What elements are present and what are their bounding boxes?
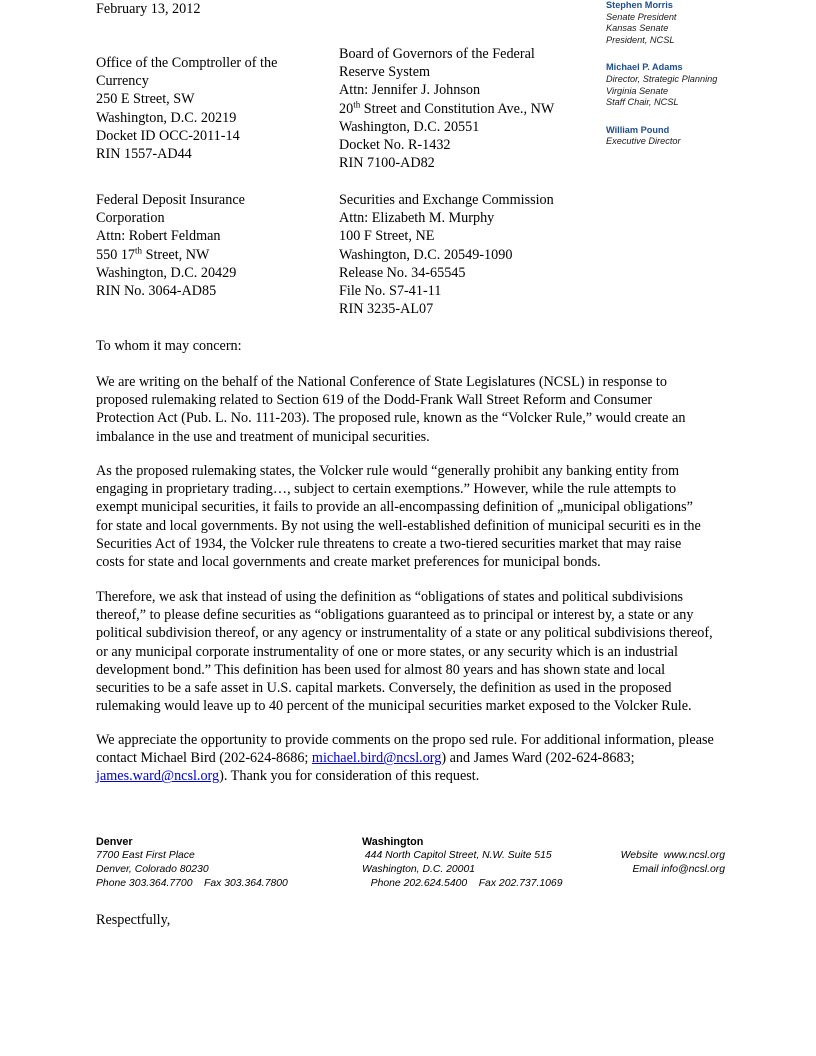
leader-title: Executive Director <box>606 136 681 147</box>
address-line: Washington, D.C. 20549-1090 <box>339 246 513 263</box>
office-line: Phone 202.624.5400 Fax 202.737.1069 <box>362 878 563 889</box>
leader-william-pound <box>606 125 816 148</box>
leadership-list <box>606 0 816 164</box>
ordinal-suffix: th <box>353 98 361 109</box>
leader-title: President, NCSL <box>606 34 675 45</box>
address-line: File No. S7-41-11 <box>339 283 442 300</box>
address-line: RIN 3235-AL07 <box>339 301 434 318</box>
email-text: Email info@ncsl.org <box>632 864 725 875</box>
paragraph-line <box>96 767 728 785</box>
address-line: Docket ID OCC-2011-14 <box>96 127 240 144</box>
address-line: 250 E Street, SW <box>96 91 195 108</box>
paragraph-line: development bond.” This definition has been used for almost 80 years and has shown state and local <box>96 661 666 678</box>
address-sec <box>339 191 554 318</box>
contact-text: ) and James Ward (202-624-8683; <box>441 750 635 767</box>
letter-date: February 13, 2012 <box>96 1 201 17</box>
street-number: 20 <box>339 100 354 117</box>
address-line: Washington, D.C. 20429 <box>96 264 237 281</box>
paragraph-3 <box>96 588 728 715</box>
paragraph-line: exempt municipal securities, it fails to provide an all-encompassing definition of „municipal obligations” <box>96 499 693 516</box>
street-name: Street, NW <box>142 246 210 263</box>
address-line: Board of Governors of the Federal <box>339 46 535 62</box>
paragraph-line: engaging in proprietary trading…, subject to certain exemptions.” However, while the rule attempts to <box>96 481 677 498</box>
paragraph-line: thereof,” to please define securities as “obligations guaranteed as to principal or interest by, a state or any <box>96 607 694 624</box>
address-line: Attn: Elizabeth M. Murphy <box>339 210 495 227</box>
email-link-james-ward[interactable]: james.ward@ncsl.org <box>96 768 220 785</box>
leader-title: Kansas Senate <box>606 23 669 34</box>
leader-stephen-morris <box>606 0 816 46</box>
address-line <box>339 100 554 118</box>
ordinal-suffix: th <box>135 244 143 255</box>
paragraph-line: Therefore, we ask that instead of using the definition as “obligations of states and political subdivisions <box>96 589 684 605</box>
leader-title: Director, Strategic Planning <box>606 73 718 84</box>
street-name: Street and Constitution Ave., NW <box>360 100 555 117</box>
paragraph-line: for state and local governments. By not using the well-established definition of municipal securiti es in the <box>96 517 701 534</box>
closing: Respectfully, <box>96 912 171 928</box>
address-line: Reserve System <box>339 64 431 81</box>
paragraph-line: securities to be a safe asset in U.S. capital markets. Conversely, the definition as used in the proposed <box>96 680 672 697</box>
leader-name: William Pound <box>606 124 670 135</box>
address-line: Currency <box>96 73 149 90</box>
address-line: Washington, D.C. 20219 <box>96 109 237 126</box>
paragraph-line: As the proposed rulemaking states, the Volcker rule would “generally prohibit any banking entity from <box>96 463 679 479</box>
street-number: 550 17 <box>96 246 136 263</box>
footer-web-contact <box>621 849 725 877</box>
office-line: 7700 East First Place <box>96 850 195 861</box>
address-occ <box>96 54 277 163</box>
paragraph-2 <box>96 462 728 571</box>
paragraph-line: Securities Act of 1934, the Volcker rule threatens to create a two-tiered securities market that may raise <box>96 535 682 552</box>
footer-washington-office <box>362 835 562 891</box>
leader-title: Senate President <box>606 11 677 22</box>
salutation: To whom it may concern: <box>96 338 242 354</box>
address-line: Release No. 34-65545 <box>339 264 466 281</box>
paragraph-line: imbalance in the use and treatment of municipal securities. <box>96 428 430 445</box>
paragraph-line: We are writing on the behalf of the National Conference of State Legislatures (NCSL) in response to <box>96 374 667 390</box>
address-fdic <box>96 191 245 300</box>
leader-title: Virginia Senate <box>606 85 669 96</box>
office-line: 444 North Capitol Street, N.W. Suite 515 <box>362 850 552 861</box>
footer-denver-office <box>96 835 288 891</box>
paragraph-line: costs for state and local governments and create market preferences for municipal bonds. <box>96 554 601 571</box>
paragraph-line: proposed rulemaking related to Section 619 of the Dodd-Frank Wall Street Reform and Consumer <box>96 392 653 409</box>
address-line: Federal Deposit Insurance <box>96 192 245 208</box>
address-line: Office of the Comptroller of the <box>96 55 278 71</box>
address-line: RIN 1557-AD44 <box>96 146 192 163</box>
leader-michael-adams <box>606 62 816 108</box>
address-federal-reserve <box>339 45 554 172</box>
paragraph-4 <box>96 731 728 786</box>
paragraph-line: Protection Act (Pub. L. No. 111-203). The proposed rule, known as the “Volcker Rule,” would create an <box>96 410 686 427</box>
office-line: Phone 303.364.7700 Fax 303.364.7800 <box>96 878 288 889</box>
office-line: Denver, Colorado 80230 <box>96 864 209 875</box>
address-line: RIN 7100-AD82 <box>339 155 435 172</box>
website-text: Website www.ncsl.org <box>620 850 725 861</box>
leader-name: Stephen Morris <box>606 0 673 10</box>
address-line: 100 F Street, NE <box>339 228 435 245</box>
office-heading: Washington <box>362 836 424 848</box>
paragraph-line: political subdivision thereof, or any agency or instrumentality of a state or any political subdivisions thereof, <box>96 625 713 642</box>
leader-name: Michael P. Adams <box>606 62 683 73</box>
contact-text: contact Michael Bird (202-624-8686; <box>96 750 312 767</box>
address-line: Corporation <box>96 210 165 227</box>
paragraph-line: We appreciate the opportunity to provide comments on the propo sed rule. For additional information, please <box>96 732 714 748</box>
email-link-michael-bird[interactable]: michael.bird@ncsl.org <box>311 750 442 767</box>
address-line: Attn: Jennifer J. Johnson <box>339 82 481 99</box>
office-heading: Denver <box>96 836 133 848</box>
paragraph-line: rulemaking would leave up to 40 percent of the municipal securities market exposed to the Volcker Rule. <box>96 698 692 715</box>
office-line: Washington, D.C. 20001 <box>362 864 476 875</box>
paragraph-line <box>96 749 728 767</box>
paragraph-line: or any municipal corporate instrumentality of one or more states, or any security which is an industrial <box>96 643 678 660</box>
closing-text: ). Thank you for consideration of this request. <box>219 768 480 785</box>
address-line <box>96 246 245 264</box>
address-line: Attn: Robert Feldman <box>96 228 221 245</box>
address-line: Securities and Exchange Commission <box>339 192 554 208</box>
leader-title: Staff Chair, NCSL <box>606 97 679 108</box>
address-line: RIN No. 3064-AD85 <box>96 283 217 300</box>
paragraph-1 <box>96 373 728 446</box>
address-line: Docket No. R-1432 <box>339 137 451 154</box>
address-line: Washington, D.C. 20551 <box>339 118 480 135</box>
